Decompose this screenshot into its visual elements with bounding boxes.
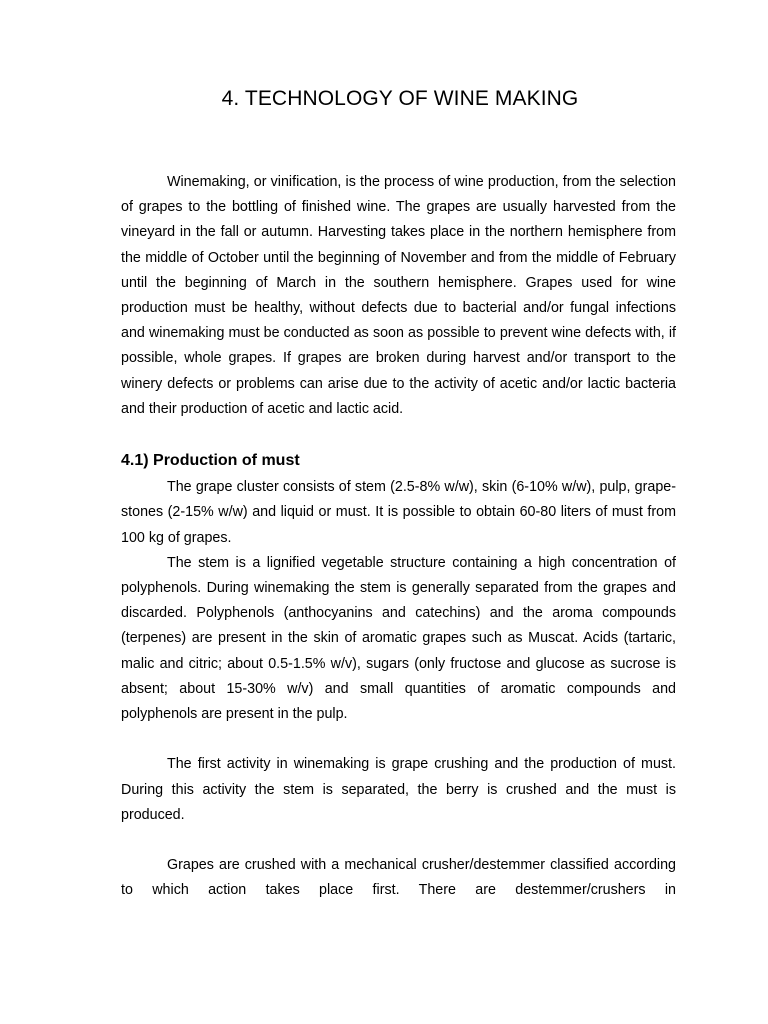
body-paragraph: The stem is a lignified vegetable structure containing a high concentration of polyphenols. During winemaking the stem is generally separated from the grapes and discarded. Polyphenols (anthocyanins and catechins) and the aroma compounds (terpenes) are present in the skin of aromatic grapes such as Muscat. Acids (tartaric, malic and citric; about 0.5-1.5% w/v), sugars (only fructose and glucose as sucrose is absent; about 15-30% w/v) and small quantities of aromatic compounds and polyphenols are present in the pulp. bbox=[121, 554, 676, 723]
intro-paragraph: Winemaking, or vinification, is the process of wine production, from the selection of grapes to the bottling of finished wine. The grapes are usually harvested from the vineyard in the fall or autumn. Harvesting takes place in the northern hemisphere from the middle of October until the beginning of November and from the middle of February until the beginning of March in the southern hemisphere. Grapes used for wine production must be healthy, without defects due to bacterial and/or fungal infections and winemaking must be conducted as soon as possible to prevent wine defects with, if possible, whole grapes. If grapes are broken during harvest and/or transport to the winery defects or problems can arise due to the activity of acetic and/or lactic bacteria and their production of acetic and lactic acid. bbox=[121, 174, 676, 417]
section-heading: 4.1) Production of must bbox=[121, 452, 300, 470]
body-paragraph: Grapes are crushed with a mechanical crusher/destemmer classified according to which action takes place first. There are destemmer/crushers in bbox=[121, 857, 676, 899]
paragraph-spacer bbox=[121, 828, 676, 853]
page-title: 4. TECHNOLOGY OF WINE MAKING bbox=[221, 87, 579, 110]
paragraph-spacer bbox=[121, 422, 676, 447]
body-paragraph: The first activity in winemaking is grape crushing and the production of must. During this activity the stem is separated, the berry is crushed and the must is produced. bbox=[121, 756, 676, 823]
body-paragraph: The grape cluster consists of stem (2.5-8% w/w), skin (6-10% w/w), pulp, grape-stones (2-15% w/w) and liquid or must. It is possible to obtain 60-80 liters of must from 100 kg of grapes. bbox=[121, 479, 676, 546]
document-body bbox=[121, 170, 676, 904]
paragraph-spacer bbox=[121, 727, 676, 752]
